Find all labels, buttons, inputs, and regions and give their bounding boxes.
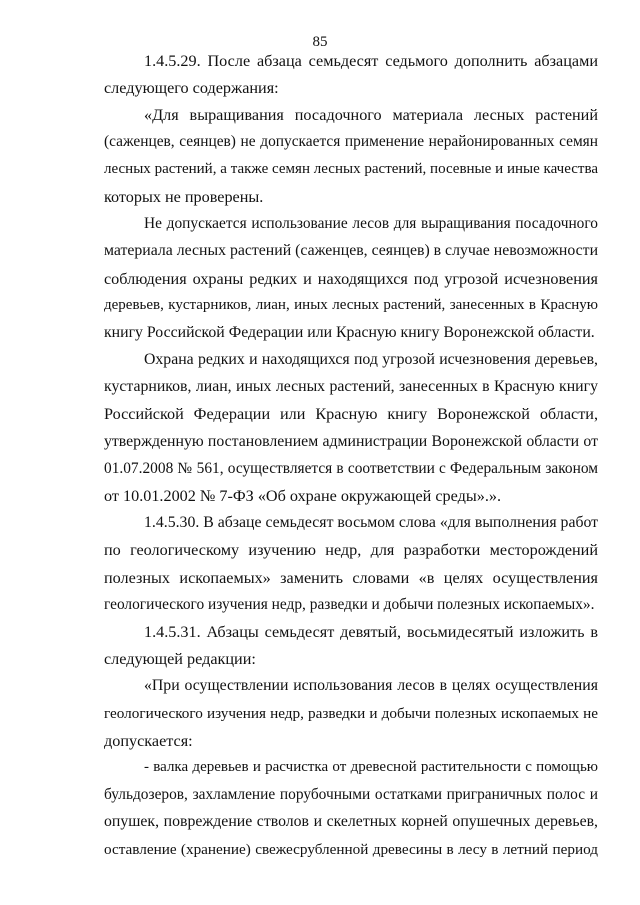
- text-line: лесных растений, а также семян лесных растений, посевные и иные качества: [104, 161, 598, 177]
- text-line: «Для выращивания посадочного материала лесных растений: [144, 106, 598, 124]
- text-line: (саженцев, сеянцев) не допускается применение нерайонированных семян: [104, 133, 598, 150]
- text-line: геологического изучения недр, разведки и добычи полезных ископаемых».: [104, 596, 595, 613]
- text-line: опушек, повреждение стволов и скелетных корней опушечных деревьев,: [104, 813, 598, 830]
- text-line: 1.4.5.31. Абзацы семьдесят девятый, восьмидесятый изложить в: [144, 623, 598, 641]
- text-line: - валка деревьев и расчистка от древесной растительности с помощью: [144, 759, 598, 775]
- text-line: которых не проверены.: [104, 188, 264, 206]
- text-line: полезных ископаемых» заменить словами «в целях осуществления: [104, 569, 598, 587]
- text-line: соблюдения охраны редких и находящихся под угрозой исчезновения: [104, 270, 598, 288]
- text-line: книгу Российской Федерации или Красную книгу Воронежской области.: [104, 324, 595, 341]
- text-line: утвержденную постановлением администрации Воронежской области от: [104, 433, 598, 450]
- text-line: деревьев, кустарников, лиан, иных лесных растений, занесенных в Красную: [104, 297, 598, 313]
- text-line: от 10.01.2002 № 7-ФЗ «Об охране окружающей среды».».: [104, 487, 502, 505]
- text-line: следующей редакции:: [104, 650, 256, 668]
- text-line: Не допускается использование лесов для выращивания посадочного: [144, 215, 598, 232]
- text-line: «При осуществлении использования лесов в целях осуществления: [144, 677, 598, 694]
- text-line: 01.07.2008 № 561, осуществляется в соответствии с Федеральным законом: [104, 460, 598, 477]
- text-line: Российской Федерации или Красную книгу Воронежской области,: [104, 405, 598, 423]
- text-line: оставление (хранение) свежесрубленной древесины в лесу в летний период: [104, 841, 598, 858]
- text-line: бульдозеров, захламление порубочными остатками приграничных полос и: [104, 786, 598, 803]
- text-line: материала лесных растений (саженцев, сеянцев) в случае невозможности: [104, 242, 599, 259]
- text-line: следующего содержания:: [104, 79, 279, 97]
- text-line: 1.4.5.30. В абзаце семьдесят восьмом слова «для выполнения работ: [144, 514, 599, 531]
- text-line: Охрана редких и находящихся под угрозой исчезновения деревьев,: [144, 351, 598, 368]
- text-line: допускается:: [104, 732, 193, 750]
- text-line: по геологическому изучению недр, для разработки месторождений: [104, 541, 598, 559]
- page-number: 85: [312, 34, 328, 50]
- text-line: геологического изучения недр, разведки и добычи полезных ископаемых не: [104, 705, 598, 722]
- text-line: кустарников, лиан, иных лесных растений, занесенных в Красную книгу: [104, 378, 598, 395]
- text-line: 1.4.5.29. После абзаца семьдесят седьмого дополнить абзацами: [144, 52, 598, 70]
